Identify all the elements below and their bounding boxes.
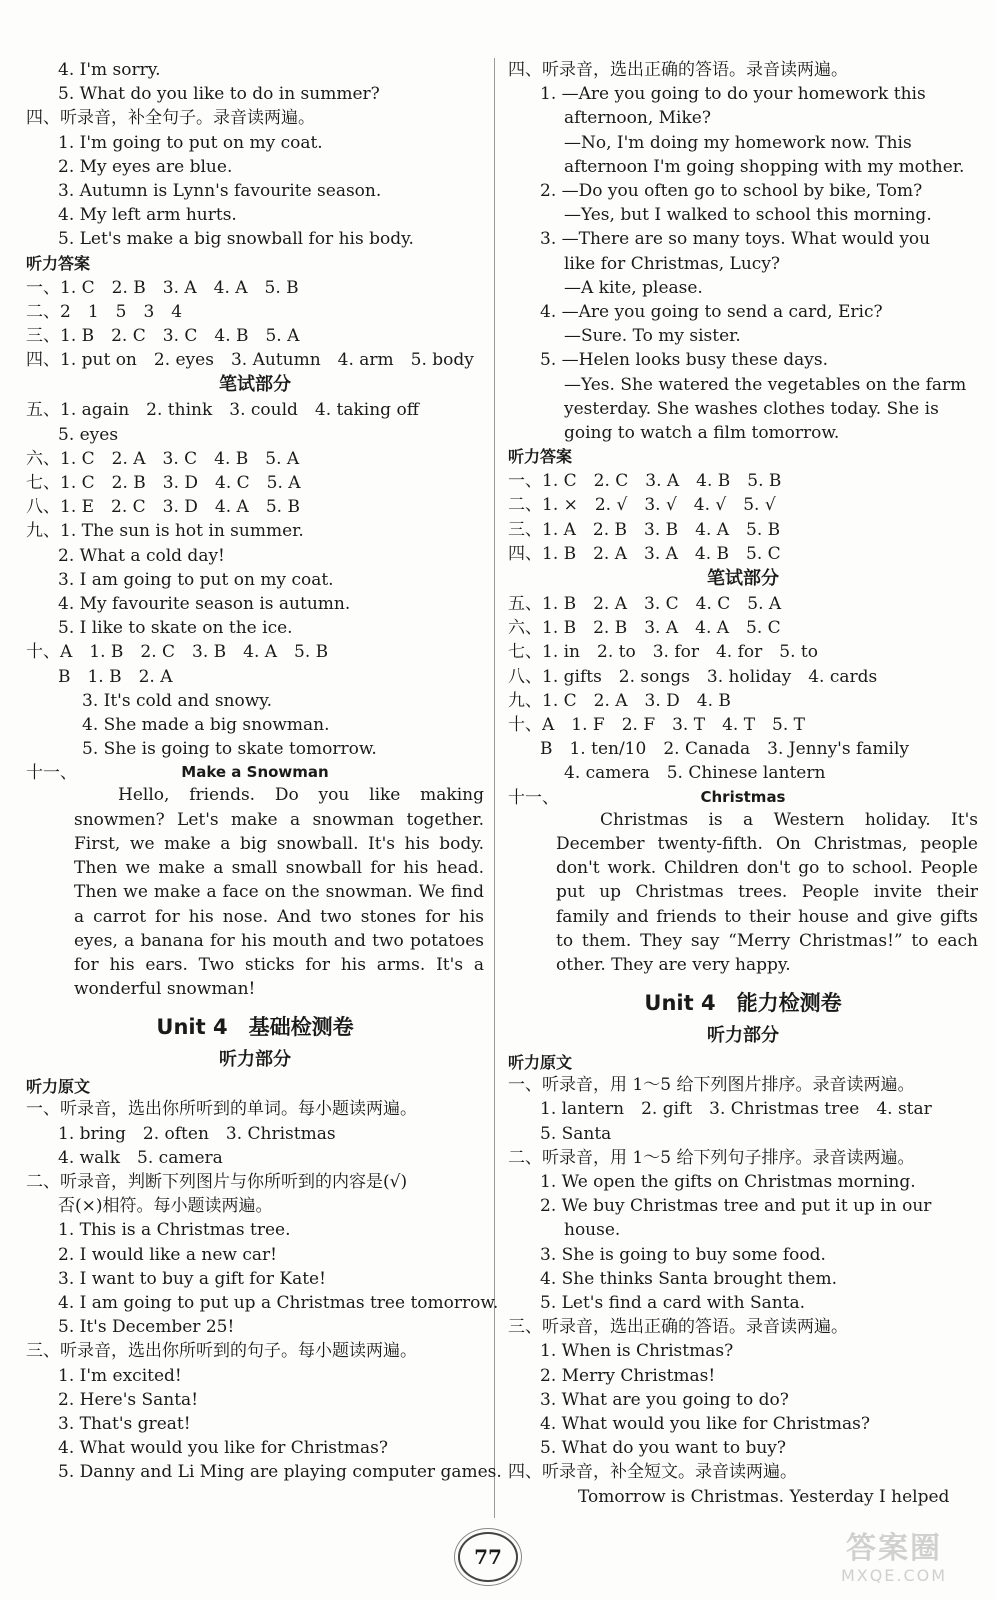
question-heading: 一、听录音，用 1～5 给下列图片排序。录音读两遍。 (508, 1075, 915, 1096)
text-line: 4. My left arm hurts. (58, 205, 237, 226)
text-line: 3. Autumn is Lynn's favourite season. (58, 181, 382, 202)
text-line: 1. I'm going to put on my coat. (58, 132, 323, 153)
text-line: 1. We open the gifts on Christmas morning. (540, 1171, 916, 1192)
written-section-title: 笔试部分 (707, 568, 779, 590)
answer-line: 九、1. The sun is hot in summer. (26, 521, 304, 542)
answer-line: 六、1. C 2. A 3. C 4. B 5. A (26, 448, 300, 469)
dialog-line: going to watch a film tomorrow. (564, 423, 840, 444)
text-line: 1. I'm excited! (58, 1365, 182, 1386)
question-heading: 二、听录音，用 1～5 给下列句子排序。录音读两遍。 (508, 1147, 915, 1168)
answer-line: 八、1. E 2. C 3. D 4. A 5. B (26, 497, 300, 518)
composition-text: Christmas is a Western holiday. It's December twenty-fifth. On Christmas, people don't work. Children don't go to school. People put up Christmas trees. People invite their family and friends to their house and give gifts to them. They say “Merry Christmas!” to each other. They are very happy. (556, 809, 978, 975)
question-heading: 四、听录音，补全句子。录音读两遍。 (26, 108, 315, 129)
answer-line: 八、1. gifts 2. songs 3. holiday 4. cards (508, 666, 878, 687)
right-column (508, 58, 978, 1509)
text-line: 1. When is Christmas? (540, 1341, 734, 1362)
answer-line: 4. camera 5. Chinese lantern (564, 763, 826, 784)
answer-line: 九、1. C 2. A 3. D 4. B (508, 690, 731, 711)
answer-line: 3. It's cold and snowy. (82, 690, 273, 711)
composition-block (26, 761, 484, 1001)
composition-title: Make a Snowman (181, 763, 329, 782)
answer-line: 一、1. C 2. B 3. A 4. A 5. B (26, 277, 299, 298)
listening-section-title: 听力部分 (219, 1049, 291, 1071)
answer-line: 十、A 1. F 2. F 3. T 4. T 5. T (508, 715, 806, 736)
dialog-line: afternoon, Mike? (564, 108, 711, 129)
answer-line: 5. eyes (58, 424, 119, 445)
text-line: Tomorrow is Christmas. Yesterday I helped (578, 1486, 950, 1507)
composition-text: Hello, friends. Do you like making snowmen? Let's make a snowman together. First, we make a big snowball. It's his body. Then we make a small snowball for his head. Then we make a face on the snowman. We find a carrot for his nose. And two stones for his eyes, a banana for his mouth and two potatoes for his ears. Two sticks for his arms. It's a wonderful snowman! (74, 785, 484, 1000)
question-heading: 四、听录音，选出正确的答语。录音读两遍。 (508, 60, 848, 80)
unit-title: Unit 4 能力检测卷 (644, 991, 842, 1016)
text-line: 1. lantern 2. gift 3. Christmas tree 4. star (540, 1099, 932, 1120)
question-number: 十一、 (26, 763, 77, 784)
text-line: 4. I'm sorry. (58, 60, 161, 80)
answer-line: 四、1. put on 2. eyes 3. Autumn 4. arm 5. body (26, 350, 474, 371)
question-number: 十一、 (508, 787, 559, 808)
question-heading: 三、听录音，选出你所听到的句子。每小题读两遍。 (26, 1341, 417, 1362)
question-heading: 否(×)相符。每小题读两遍。 (58, 1196, 273, 1217)
text-line: 1. bring 2. often 3. Christmas (58, 1123, 336, 1144)
script-heading: 听力原文 (508, 1053, 573, 1073)
left-column (26, 58, 502, 1485)
text-line: 1. This is a Christmas tree. (58, 1220, 291, 1241)
answer-line: 五、1. B 2. A 3. C 4. C 5. A (508, 594, 782, 615)
dialog-line: afternoon I'm going shopping with my mother. (564, 156, 965, 177)
answer-line: 二、2 1 5 3 4 (26, 301, 183, 322)
dialog-line: —No, I'm doing my homework now. This (564, 132, 912, 153)
answer-line: 十、A 1. B 2. C 3. B 4. A 5. B (26, 642, 329, 663)
text-line: 3. She is going to buy some food. (540, 1244, 826, 1265)
text-line: 2. Here's Santa! (58, 1389, 199, 1410)
question-heading: 三、听录音，选出正确的答语。录音读两遍。 (508, 1317, 848, 1338)
composition-block (508, 786, 978, 977)
page-number: 77 (458, 1532, 518, 1582)
text-line: 5. What do you want to buy? (540, 1438, 787, 1459)
script-heading: 听力原文 (26, 1077, 91, 1097)
written-section-title: 笔试部分 (219, 374, 291, 396)
answer-line: B 1. ten/10 2. Canada 3. Jenny's family (540, 739, 910, 760)
dialog-line: 3. —There are so many toys. What would you (540, 229, 931, 250)
composition-title: Christmas (700, 787, 786, 806)
text-line: 2. I would like a new car! (58, 1244, 277, 1265)
dialog-line: 1. —Are you going to do your homework this (540, 84, 926, 105)
text-line: house. (564, 1220, 621, 1241)
answer-line: 5. She is going to skate tomorrow. (82, 739, 377, 760)
dialog-line: yesterday. She washes clothes today. She is (564, 398, 939, 419)
text-line: 5. It's December 25! (58, 1317, 235, 1338)
answer-line: 4. She made a big snowman. (82, 715, 330, 736)
text-line: 5. What do you like to do in summer? (58, 84, 380, 105)
text-line: 3. I want to buy a gift for Kate! (58, 1268, 326, 1289)
unit-title: Unit 4 基础检测卷 (156, 1015, 354, 1040)
dialog-line: —Sure. To my sister. (564, 326, 741, 347)
text-line: 4. walk 5. camera (58, 1147, 223, 1168)
watermark-text: 答案圈 (846, 1531, 942, 1566)
answer-line: 二、1. × 2. √ 3. √ 4. √ 5. √ (508, 495, 776, 516)
dialog-line: —A kite, please. (564, 277, 703, 298)
question-heading: 四、听录音，补全短文。录音读两遍。 (508, 1462, 797, 1483)
text-line: 4. What would you like for Christmas? (540, 1413, 870, 1434)
answer-line: 2. What a cold day! (58, 545, 225, 566)
text-line: 5. Santa (540, 1123, 612, 1144)
answer-line: 一、1. C 2. C 3. A 4. B 5. B (508, 471, 782, 492)
answers-heading: 听力答案 (26, 253, 91, 273)
dialog-line: —Yes. She watered the vegetables on the farm (564, 374, 967, 395)
dialog-line: —Yes, but I walked to school this morning. (564, 205, 932, 226)
answer-line: 3. I am going to put on my coat. (58, 569, 334, 590)
answer-line: B 1. B 2. A (58, 666, 173, 687)
text-line: 4. What would you like for Christmas? (58, 1438, 388, 1459)
text-line: 4. She thinks Santa brought them. (540, 1268, 838, 1289)
answer-line: 七、1. C 2. B 3. D 4. C 5. A (26, 473, 301, 494)
answer-line: 三、1. A 2. B 3. B 4. A 5. B (508, 519, 781, 540)
listening-section-title: 听力部分 (707, 1025, 779, 1047)
text-line: 4. I am going to put up a Christmas tree tomorrow. (58, 1292, 499, 1313)
dialog-line: 4. —Are you going to send a card, Eric? (540, 302, 883, 323)
text-line: 2. My eyes are blue. (58, 156, 233, 177)
answer-line: 5. I like to skate on the ice. (58, 618, 293, 639)
text-line: 2. We buy Christmas tree and put it up in our (540, 1196, 932, 1217)
watermark-url: MXQE.COM (840, 1566, 948, 1585)
question-heading: 一、听录音，选出你所听到的单词。每小题读两遍。 (26, 1099, 417, 1120)
answer-line: 三、1. B 2. C 3. C 4. B 5. A (26, 326, 300, 347)
text-line: 5. Danny and Li Ming are playing computer games. (58, 1462, 502, 1483)
text-line: 5. Let's find a card with Santa. (540, 1292, 806, 1313)
question-heading: 二、听录音，判断下列图片与你所听到的内容是(√) (26, 1171, 408, 1192)
answers-heading: 听力答案 (508, 447, 573, 467)
dialog-line: 2. —Do you often go to school by bike, Tom? (540, 181, 923, 202)
dialog-line: 5. —Helen looks busy these days. (540, 350, 829, 371)
answer-line: 四、1. B 2. A 3. A 4. B 5. C (508, 543, 781, 564)
answer-line: 六、1. B 2. B 3. A 4. A 5. C (508, 618, 781, 639)
text-line: 3. What are you going to do? (540, 1389, 789, 1410)
answer-line: 4. My favourite season is autumn. (58, 594, 351, 615)
watermark-logo (808, 1532, 980, 1594)
text-line: 3. That's great! (58, 1413, 191, 1434)
text-line: 2. Merry Christmas! (540, 1365, 716, 1386)
dialog-line: like for Christmas, Lucy? (564, 253, 781, 274)
answer-line: 五、1. again 2. think 3. could 4. taking off (26, 400, 419, 421)
answer-line: 七、1. in 2. to 3. for 4. for 5. to (508, 642, 818, 663)
text-line: 5. Let's make a big snowball for his body. (58, 229, 414, 250)
